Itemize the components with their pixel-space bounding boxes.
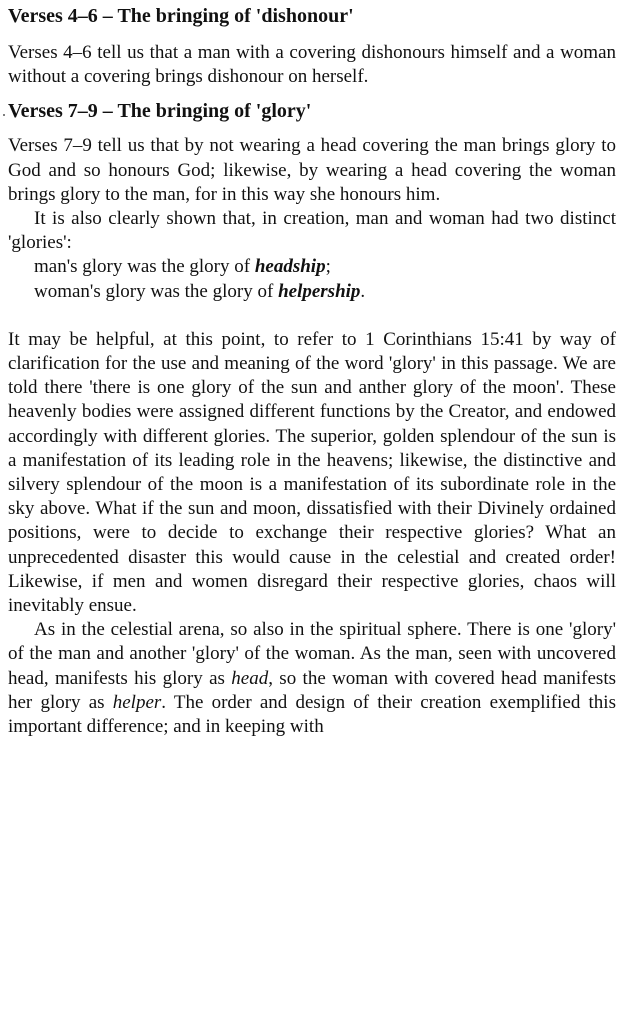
celestial-text-2: , so the woman with covered head manifests her glory as xyxy=(8,667,616,713)
glory-line-man xyxy=(34,255,616,279)
term-head: head xyxy=(231,667,269,689)
section-heading-glory: Verses 7–9 – The bringing of 'glory' xyxy=(8,99,616,124)
paragraph-verses-4-6: Verses 4–6 tell us that a man with a covering dishonours himself and a woman without a covering brings dishonour on herself. xyxy=(8,42,616,88)
paragraph-verses-7-9: Verses 7–9 tell us that by not wearing a head covering the man brings glory to God and so honours God; likewise, by wearing a head covering the woman brings glory to the man, for in this way she honours him. xyxy=(8,135,616,205)
glory-line-woman-end: . xyxy=(360,280,366,302)
glory-line-woman-text: woman's glory was the glory of xyxy=(34,280,279,302)
glory-line-man-end: ; xyxy=(325,256,331,278)
glory-list xyxy=(34,255,616,303)
glory-line-man-text: man's glory was the glory of xyxy=(34,256,255,278)
celestial-text-3: . The order and design of their creation exemplified this important difference; and in keeping with xyxy=(8,691,616,738)
paragraph-gap xyxy=(8,304,616,328)
term-helper: helper xyxy=(112,691,162,713)
paragraph-celestial-arena xyxy=(8,618,616,739)
glory-line-woman xyxy=(34,280,616,304)
paragraph-corinthians: It may be helpful, at this point, to refer to 1 Corinthians 15:41 by way of clarification for the use and meaning of the word 'glory' in this passage. We are told there 'there is one glory of the sun and anther glory of the moon'. These heavenly bodies were assigned different functions by the Creator, and endowed accordingly with different glories. The superior, golden splendour of the sun is a manifestation of its leading role in the heavens; likewise, the distinctive and silvery splendour of the moon is a manifestation of its subordinate role in the sky above. What if the sun and moon, dissatisfied with their Divinely ordained positions, were to decide to exchange their respective glories? What an unprecedented disaster this would cause in the celestial and created order! Likewise, if men and women disregard their respective glories, chaos will inevitably ensue. xyxy=(8,328,616,617)
celestial-text-1: As in the celestial arena, so also in the spiritual sphere. There is one 'glory' of the man and another 'glory' of the woman. As the man, seen with uncovered head, manifests his glory as xyxy=(8,619,616,689)
term-helpership: helpership xyxy=(278,280,361,302)
paragraph-two-glories: It is also clearly shown that, in creation, man and woman had two distinct 'glories': xyxy=(8,208,616,254)
section-heading-dishonour: Verses 4–6 – The bringing of 'dishonour' xyxy=(8,5,354,27)
term-headship: headship xyxy=(254,256,326,278)
